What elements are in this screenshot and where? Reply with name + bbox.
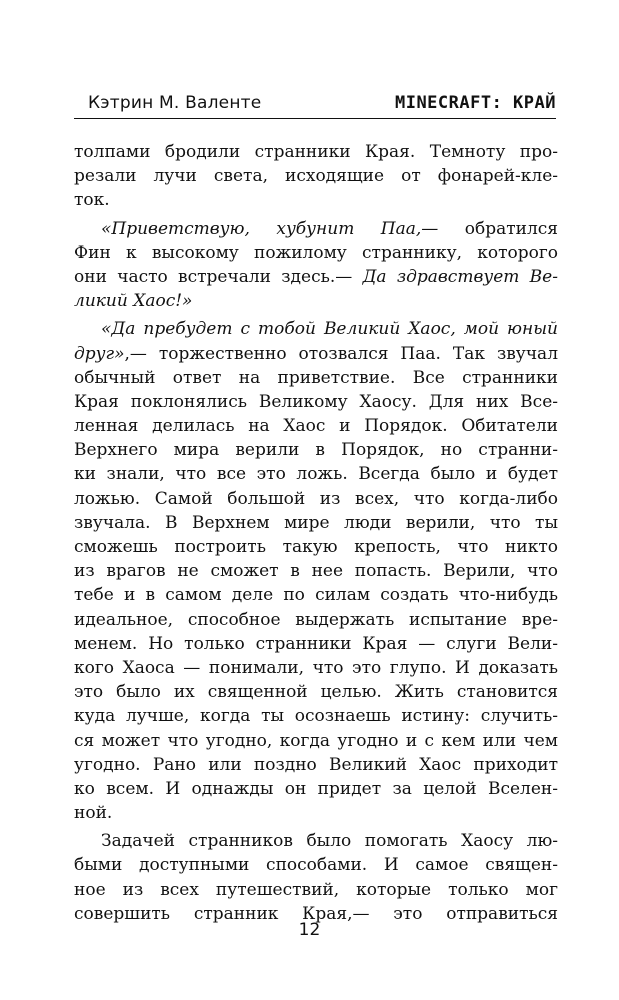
text-line — [74, 729, 558, 753]
text-line — [74, 342, 558, 366]
text-line — [74, 608, 558, 632]
text-span: сможешь построить такую крепость, что никто — [74, 537, 558, 557]
text-span: ки знали, что все это ложь. Всегда было и будет — [74, 464, 558, 485]
text-span: Верхнего мира верили в Порядок, но странни- — [74, 440, 558, 461]
author-name: Кэтрин М. Валенте — [88, 93, 262, 113]
text-line — [74, 583, 558, 607]
text-line — [74, 462, 558, 486]
text-line — [74, 801, 558, 825]
italic-span: друг» — [74, 343, 125, 364]
text-span: менем. Но только странники Края — слуги Вели- — [74, 633, 558, 654]
running-header — [74, 92, 556, 122]
text-span: Задачей странников было помогать Хаосу лю- — [101, 831, 558, 852]
text-span: тебе и в самом деле по силам создать что-нибудь — [74, 585, 558, 606]
text-span: обратился — [438, 218, 558, 239]
text-line — [74, 390, 558, 414]
italic-span: Да здравствует Ве- — [362, 266, 558, 287]
text-span: кого Хаоса — понимали, что это глупо. И доказать — [74, 657, 558, 678]
text-span: быми доступными способами. И самое священ- — [74, 855, 558, 876]
text-line — [74, 487, 558, 511]
text-line — [74, 753, 558, 777]
text-span: ток. — [74, 190, 110, 211]
text-span: ,— торжественно отозвался Паа. Так звучал — [124, 343, 558, 364]
italic-span: «Приветствую, хубунит Паа,— — [101, 218, 439, 239]
text-line — [74, 704, 558, 728]
text-span: из врагов не сможет в нее попасть. Верили, что — [74, 561, 558, 582]
text-span: Края поклонялись Великому Хаосу. Для них Все- — [74, 391, 558, 412]
text-line — [74, 217, 558, 241]
text-line — [74, 511, 558, 535]
italic-span: ликий Хаос!» — [74, 291, 193, 312]
text-line — [74, 414, 558, 438]
text-line — [74, 777, 558, 801]
paragraph — [74, 140, 558, 213]
paragraph — [74, 829, 558, 926]
header-rule — [74, 118, 556, 119]
text-span: они часто встречали здесь.— — [74, 266, 363, 287]
text-span: ся может что угодно, когда угодно и с кем или чем — [74, 730, 558, 751]
text-line — [74, 535, 558, 559]
text-span: Фин к высокому пожилому страннику, которого — [74, 242, 558, 263]
body-text — [74, 140, 558, 926]
text-line — [74, 241, 558, 265]
text-span: ко всем. И однажды он придет за целой Вселен- — [74, 778, 558, 799]
text-span: ной. — [74, 803, 113, 824]
series-logo: MINECRAFT: КРАЙ — [394, 93, 556, 113]
text-line — [74, 559, 558, 583]
page-number: 12 — [298, 920, 321, 940]
text-span: совершить странник Края,— это отправиться — [74, 903, 558, 924]
text-span: ленная делилась на Хаос и Порядок. Обитатели — [74, 416, 558, 437]
text-line — [74, 680, 558, 704]
text-line — [74, 164, 558, 188]
text-line — [74, 656, 558, 680]
text-span: куда лучше, когда ты осознаешь истину: случить- — [74, 706, 558, 727]
text-line — [74, 438, 558, 462]
text-line — [74, 289, 558, 313]
text-span: угодно. Рано или поздно Великий Хаос приходит — [74, 754, 558, 775]
text-line — [74, 829, 558, 853]
text-span: звучала. В Верхнем мире люди верили, что ты — [74, 512, 558, 533]
text-line — [74, 265, 558, 289]
text-span: резали лучи света, исходящие от фонарей-кле- — [74, 166, 558, 187]
text-span: ное из всех путешествий, которые только мог — [74, 879, 558, 900]
text-line — [74, 878, 558, 902]
text-line — [74, 366, 558, 390]
text-span: ложью. Самой большой из всех, что когда-либо — [74, 488, 558, 509]
paragraph — [74, 317, 558, 825]
text-span: обычный ответ на приветствие. Все странники — [74, 367, 558, 388]
text-span: идеальное, способное выдержать испытание вре- — [74, 609, 558, 630]
text-line — [74, 317, 558, 341]
text-line — [74, 853, 558, 877]
text-line — [74, 140, 558, 164]
italic-span: «Да пребудет с тобой Великий Хаос, мой юный — [101, 319, 558, 340]
text-span: толпами бродили странники Края. Темноту про- — [74, 142, 558, 162]
paragraph — [74, 217, 558, 314]
text-line — [74, 632, 558, 656]
text-line — [74, 188, 558, 212]
text-span: это было их священной целью. Жить становится — [74, 682, 558, 703]
